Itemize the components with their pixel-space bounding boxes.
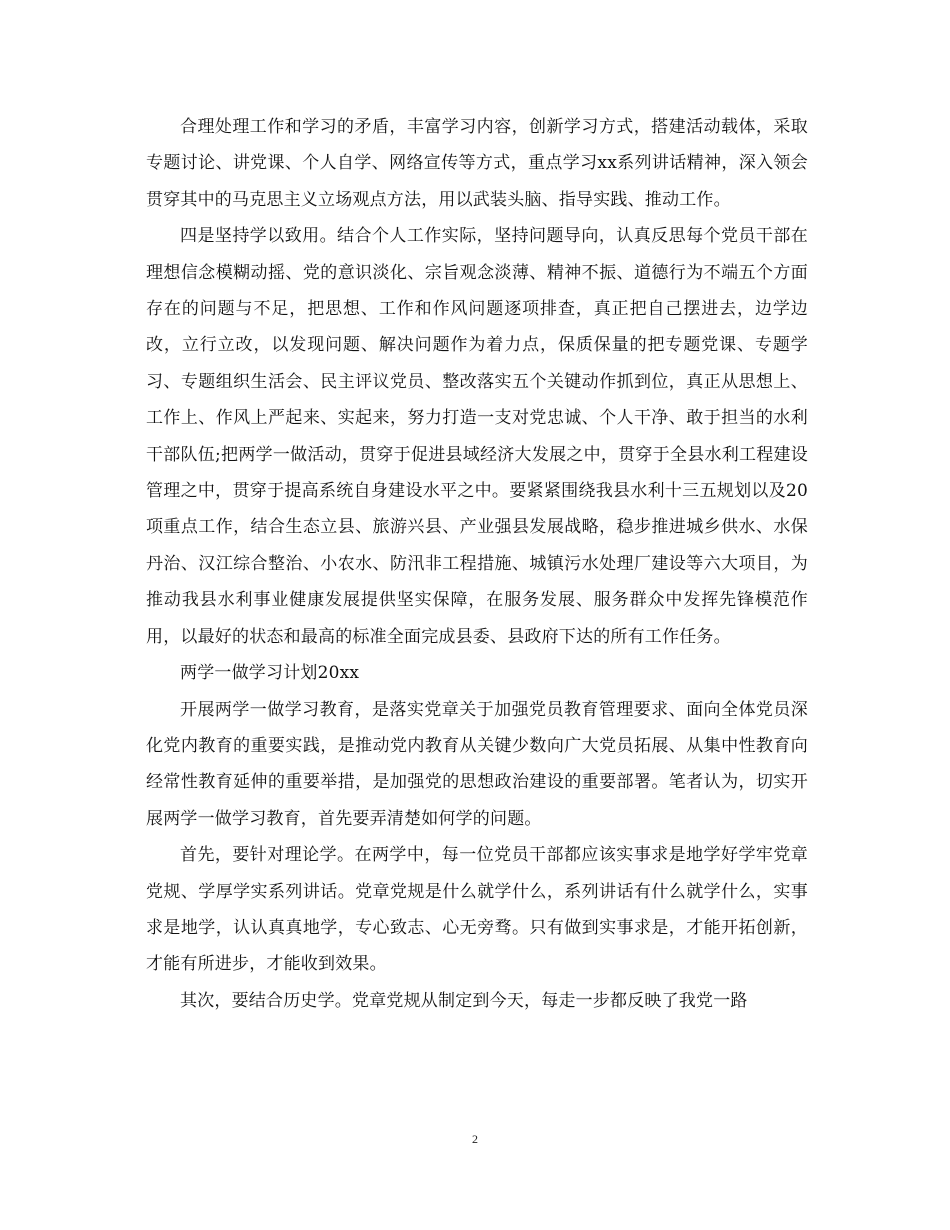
page-number: 2 <box>472 1132 478 1146</box>
section-heading: 两学一做学习计划20xx <box>180 663 360 684</box>
paragraph: 首先，要针对理论学。在两学中，每一位党员干部都应该实事求是地学好学牢党章党规、学厚学实系列讲话。党章党规是什么就学什么，系列讲话有什么就学什么，实事求是地学，认认真真地学，专心致志、心无旁骛。只有做到实事求是，才能开拓创新，才能有所进步，才能收到效果。 <box>146 845 808 975</box>
paragraph: 开展两学一做学习教育，是落实党章关于加强党员教育管理要求、面向全体党员深化党内教育的重要实践，是推动党内教育从关键少数向广大党员拓展、从集中性教育向经常性教育延伸的重要举措，是加强党的思想政治建设的重要部署。笔者认为，切实开展两学一做学习教育，首先要弄清楚如何学的问题。 <box>146 699 808 829</box>
paragraph: 其次，要结合历史学。党章党规从制定到今天，每走一步都反映了我党一路 <box>180 990 748 1011</box>
paragraph: 合理处理工作和学习的矛盾，丰富学习内容，创新学习方式，搭建活动载体，采取专题讨论、讲党课、个人自学、网络宣传等方式，重点学习xx系列讲话精神，深入领会贯穿其中的马克思主义立场观点方法，用以武装头脑、指导实践、推动工作。 <box>146 117 808 210</box>
paragraph: 四是坚持学以致用。结合个人工作实际，坚持问题导向，认真反思每个党员干部在理想信念模糊动摇、党的意识淡化、宗旨观念淡薄、精神不振、道德行为不端五个方面存在的问题与不足，把思想、工作和作风问题逐项排查，真正把自己摆进去，边学边改，立行立改，以发现问题、解决问题作为着力点，保质保量的把专题党课、专题学习、专题组织生活会、民主评议党员、整改落实五个关键动作抓到位，真正从思想上、工作上、作风上严起来、实起来，努力打造一支对党忠诚、个人干净、敢于担当的水利干部队伍;把两学一做活动，贯穿于促进县域经济大发展之中，贯穿于全县水利工程建设管理之中，贯穿于提高系统自身建设水平之中。要紧紧围绕我县水利十三五规划以及20项重点工作，结合生态立县、旅游兴县、产业强县发展战略，稳步推进城乡供水、水保丹治、汉江综合整治、小农水、防汛非工程措施、城镇污水处理厂建设等六大项目，为推动我县水利事业健康发展提供坚实保障，在服务发展、服务群众中发挥先锋模范作用，以最好的状态和最高的标准全面完成县委、县政府下达的所有工作任务。 <box>146 226 808 647</box>
document-page <box>146 109 808 1019</box>
